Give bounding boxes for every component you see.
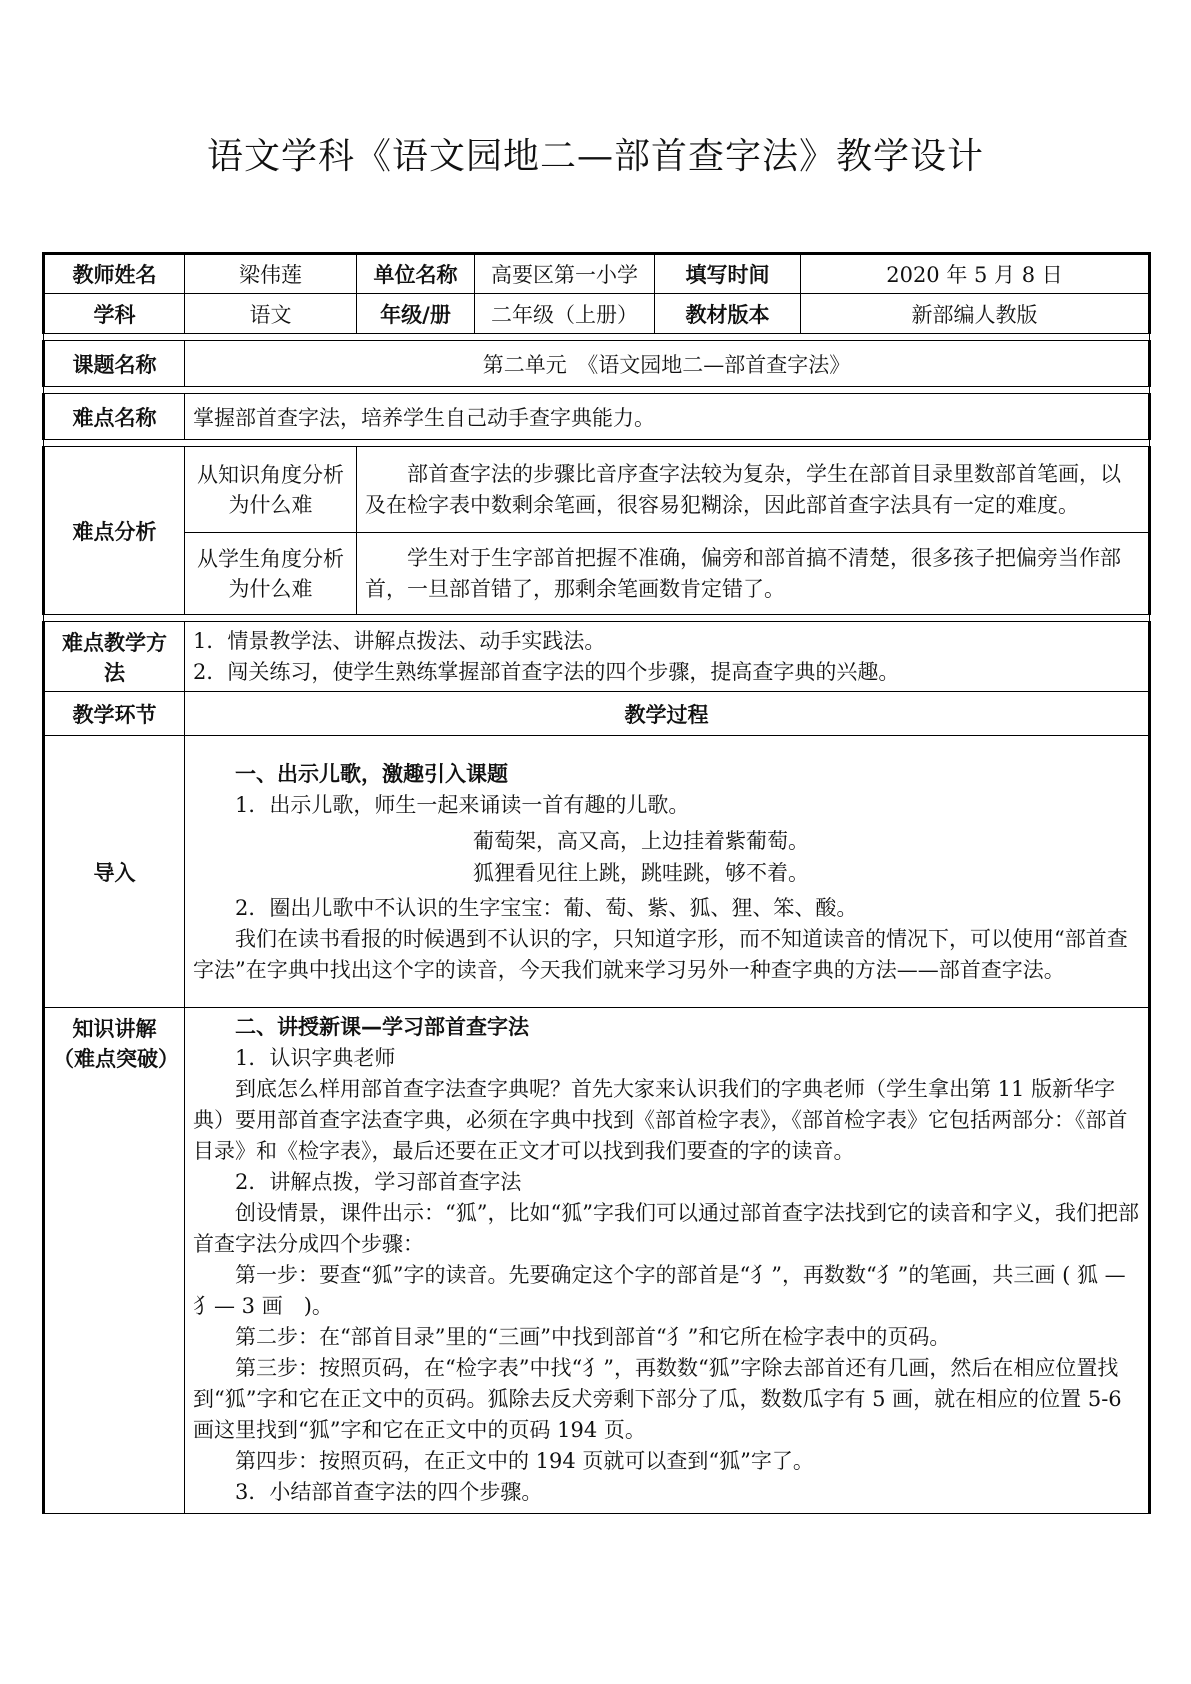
intro-label: 导入 bbox=[44, 736, 185, 1008]
teacher-value: 梁伟莲 bbox=[185, 254, 357, 294]
time-label: 填写时间 bbox=[655, 254, 801, 294]
method-item: 2．闯关练习，使学生熟练掌握部首查字法的四个步骤，提高查字典的兴趣。 bbox=[193, 659, 900, 684]
intro-step-2: 2．圈出儿歌中不认识的生字宝宝：葡、萄、紫、狐、狸、笨、酸。 bbox=[235, 896, 858, 920]
section-2-title: 2．讲解点拨，学习部首查字法 bbox=[235, 1170, 522, 1194]
section-1-title: 1．认识字典老师 bbox=[235, 1046, 396, 1070]
spacer-row bbox=[44, 615, 1150, 622]
spacer-row bbox=[44, 334, 1150, 341]
topic-value: 第二单元 《语文园地二—部首查字法》 bbox=[185, 341, 1150, 387]
process-header-right: 教学过程 bbox=[185, 692, 1150, 736]
spacer-row bbox=[44, 440, 1150, 447]
poem-line-1: 葡萄架，高又高，上边挂着紫葡萄。 bbox=[473, 829, 809, 853]
knowledge-sublabel: （难点突破） bbox=[53, 1047, 179, 1071]
edition-value: 新部编人教版 bbox=[801, 294, 1150, 334]
teacher-label: 教师姓名 bbox=[44, 254, 185, 294]
method-item: 1．情景教学法、讲解点拨法、动手实践法。 bbox=[193, 628, 606, 653]
step-2: 第二步：在“部首目录”里的“三画”中找到部首“犭”和它所在检字表中的页码。 bbox=[235, 1325, 951, 1349]
poem-line-2: 狐狸看见往上跳，跳哇跳，够不着。 bbox=[473, 861, 809, 885]
knowledge-label: 知识讲解 bbox=[72, 1017, 157, 1041]
intro-heading: 一、出示儿歌，激趣引入课题 bbox=[235, 762, 508, 786]
student-angle-label: 从学生角度分析为什么难 bbox=[185, 533, 357, 615]
step-3: 第三步：按照页码，在“检字表”中找“犭”，再数数“狐”字除去部首还有几画，然后在相应位置找到“狐”字和它在正文中的页码。狐除去反犬旁剩下部分了瓜，数数瓜字有 5 画，就在相应的位置 5-6 画这里找到“狐”字和它在正文中的页码 194 页。 bbox=[193, 1356, 1122, 1442]
edition-label: 教材版本 bbox=[655, 294, 801, 334]
section-3-title: 3．小结部首查字法的四个步骤。 bbox=[235, 1480, 543, 1504]
intro-step-1: 1．出示儿歌，师生一起来诵读一首有趣的儿歌。 bbox=[235, 793, 690, 817]
step-1: 第一步：要查“狐”字的读音。先要确定这个字的部首是“犭”，再数数“犭”的笔画，共三画 ( 狐 — 犭— 3 画 )。 bbox=[193, 1263, 1126, 1318]
subject-value: 语文 bbox=[185, 294, 357, 334]
page-title: 语文学科《语文园地二—部首查字法》教学设计 bbox=[206, 136, 984, 177]
process-header-left: 教学环节 bbox=[44, 692, 185, 736]
knowledge-heading: 二、讲授新课—学习部首查字法 bbox=[235, 1015, 529, 1039]
unit-value: 高要区第一小学 bbox=[475, 254, 655, 294]
section-1-text: 到底怎么样用部首查字法查字典呢？首先大家来认识我们的字典老师（学生拿出第 11 版新华字典）要用部首查字法查字典，必须在字典中找到《部首检字表》，《部首检字表》它包括两部分：《部首目录》和《检字表》，最后还要在正文才可以找到我们要查的字的读音。 bbox=[193, 1077, 1128, 1163]
intro-paragraph: 我们在读书看报的时候遇到不认识的字，只知道字形，而不知道读音的情况下，可以使用“部首查字法”在字典中找出这个字的读音，今天我们就来学习另外一种查字典的方法——部首查字法。 bbox=[193, 927, 1128, 982]
difficulty-value: 掌握部首查字法，培养学生自己动手查字典能力。 bbox=[185, 394, 1150, 440]
intro-content bbox=[185, 736, 1150, 1008]
method-list bbox=[185, 622, 1150, 692]
subject-label: 学科 bbox=[44, 294, 185, 334]
topic-label: 课题名称 bbox=[44, 341, 185, 387]
difficulty-label: 难点名称 bbox=[44, 394, 185, 440]
section-2-text: 创设情景，课件出示：“狐”，比如“狐”字我们可以通过部首查字法找到它的读音和字义，我们把部首查字法分成四个步骤： bbox=[193, 1201, 1139, 1256]
unit-label: 单位名称 bbox=[357, 254, 475, 294]
student-angle-text: 学生对于生字部首把握不准确，偏旁和部首搞不清楚，很多孩子把偏旁当作部首，一旦部首错了，那剩余笔画数肯定错了。 bbox=[357, 533, 1150, 615]
grade-value: 二年级（上册） bbox=[475, 294, 655, 334]
method-label: 难点教学方法 bbox=[44, 622, 185, 692]
spacer-row bbox=[44, 387, 1150, 394]
knowledge-content bbox=[185, 1008, 1150, 1514]
step-4: 第四步：按照页码，在正文中的 194 页就可以查到“狐”字了。 bbox=[235, 1449, 814, 1473]
knowledge-angle-label: 从知识角度分析为什么难 bbox=[185, 447, 357, 533]
grade-label: 年级/册 bbox=[357, 294, 475, 334]
lesson-plan-table bbox=[42, 252, 1151, 1514]
time-value: 2020 年 5 月 8 日 bbox=[801, 254, 1150, 294]
knowledge-label-cell bbox=[44, 1008, 185, 1514]
analysis-label: 难点分析 bbox=[44, 447, 185, 615]
knowledge-angle-text: 部首查字法的步骤比音序查字法较为复杂，学生在部首目录里数部首笔画，以及在检字表中数剩余笔画，很容易犯糊涂，因此部首查字法具有一定的难度。 bbox=[357, 447, 1150, 533]
